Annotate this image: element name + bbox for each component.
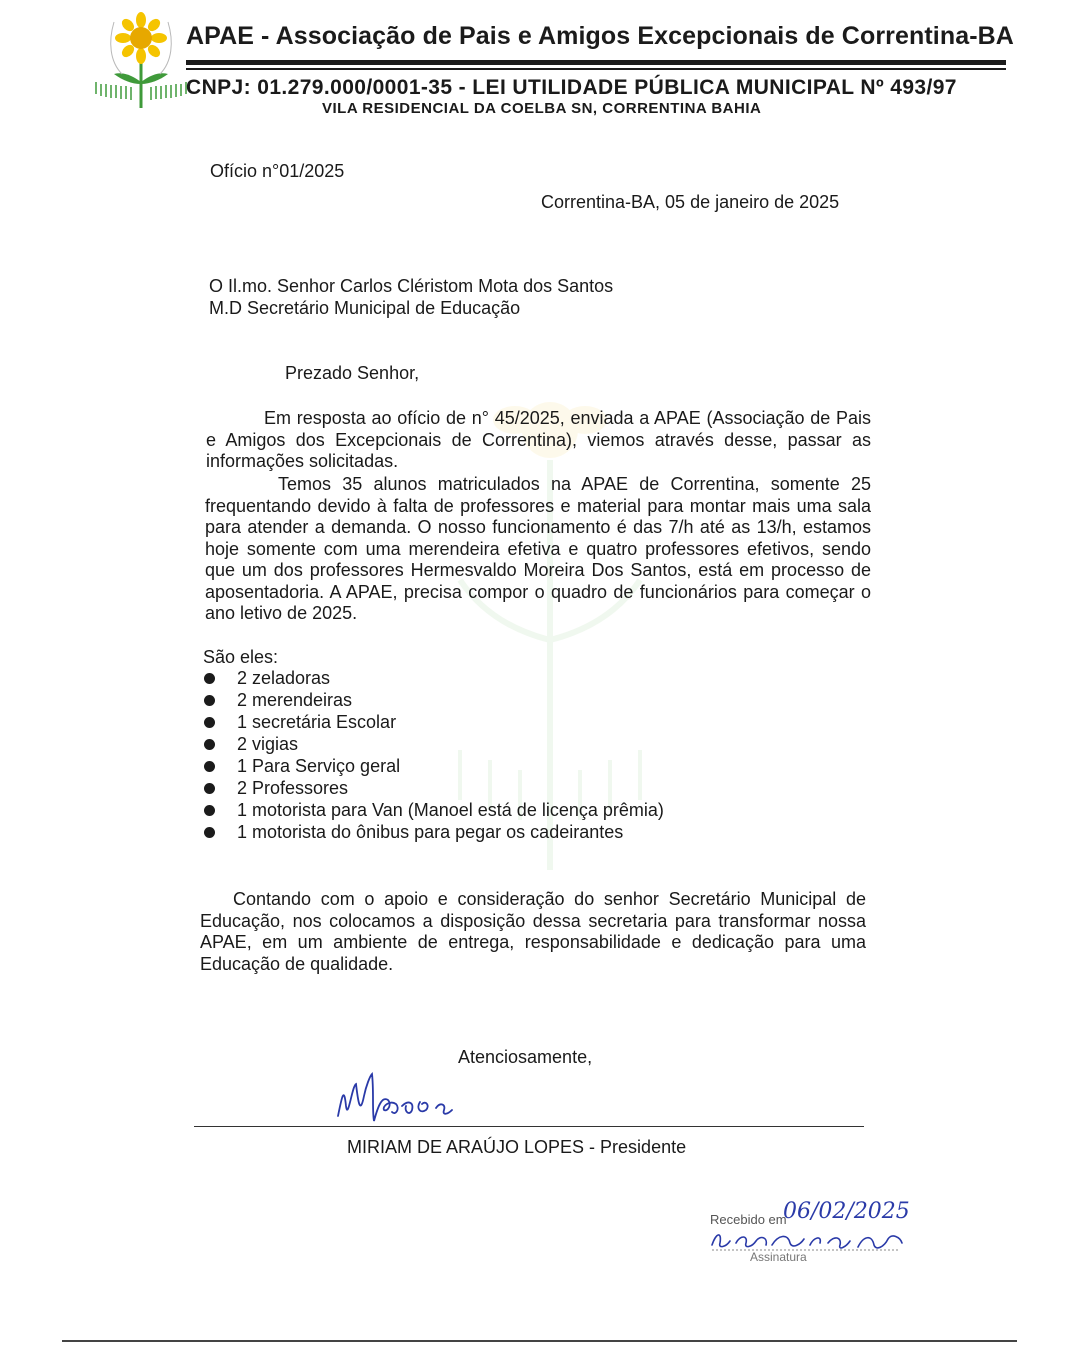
list-item: 1 motorista do ônibus para pegar os cadeirantes: [203, 821, 664, 843]
bottom-rule: [62, 1340, 1017, 1342]
salutation: Prezado Senhor,: [285, 363, 420, 383]
bullet-icon: [204, 805, 215, 816]
cnpj-line: CNPJ: 01.279.000/0001-35 - LEI UTILIDADE PÚBLICA MUNICIPAL Nº 493/97: [186, 76, 957, 99]
signatory-name: MIRIAM DE ARAÚJO LOPES - Presidente: [347, 1137, 687, 1157]
list-item: 1 secretária Escolar: [203, 711, 664, 733]
paragraph-situation: Temos 35 alunos matriculados na APAE de Correntina, somente 25 frequentando devido à falta de professores e material para montar mais uma sala para atender a demanda. O nosso funcionamento é das 7/h até as 13/h, estamos hoje somente com uma merendeira efetiva e quatro professores efetivos, sendo que um dos professores Hermesvaldo Moreira Dos Santos, está em processo de aposentadoria. A APAE, precisa compor o quadro de funcionários para começar o ano letivo de 2025.: [205, 474, 871, 623]
signature-line: [194, 1126, 864, 1127]
paragraph-response: Em resposta ao ofício de n° 45/2025, enviada a APAE (Associação de Pais e Amigos dos Excepcionais de Correntina), viemos através desse, passar as informações solicitadas.: [206, 408, 871, 471]
received-label: Recebido em: [710, 1212, 787, 1227]
bullet-icon: [204, 739, 215, 750]
recipient-title: M.D Secretário Municipal de Educação: [209, 298, 521, 318]
apae-flower-logo: [92, 12, 190, 112]
bullet-icon: [204, 783, 215, 794]
closing-greeting: Atenciosamente,: [458, 1047, 593, 1067]
bullet-icon: [204, 695, 215, 706]
letter-reference: Ofício n°01/2025: [210, 161, 345, 181]
address-line: VILA RESIDENCIAL DA COELBA SN, CORRENTINA BAHIA: [322, 100, 762, 117]
list-item: 1 motorista para Van (Manoel está de licença prêmia): [203, 799, 664, 821]
signature-label: Assinatura: [750, 1250, 807, 1264]
list-item: 2 vigias: [203, 733, 664, 755]
organization-name: APAE - Associação de Pais e Amigos Excepcionais de Correntina-BA: [186, 22, 1014, 50]
bullet-icon: [204, 673, 215, 684]
receiver-signature: [708, 1225, 908, 1253]
bullet-icon: [204, 827, 215, 838]
list-item: 2 zeladoras: [203, 667, 664, 689]
list-intro: São eles:: [203, 647, 279, 667]
bullet-icon: [204, 761, 215, 772]
list-item: 2 merendeiras: [203, 689, 664, 711]
staff-needs-list: [203, 667, 664, 843]
received-date: 06/02/2025: [783, 1199, 910, 1224]
header-rule-thick: [186, 60, 1006, 65]
recipient-name: O Il.mo. Senhor Carlos Cléristom Mota dos Santos: [209, 276, 614, 296]
list-item: 1 Para Serviço geral: [203, 755, 664, 777]
header-rule-thin: [186, 68, 1006, 70]
receipt-stamp: [700, 1195, 920, 1270]
place-date: Correntina-BA, 05 de janeiro de 2025: [541, 192, 840, 212]
bullet-icon: [204, 717, 215, 728]
list-item: 2 Professores: [203, 777, 664, 799]
paragraph-closing: Contando com o apoio e consideração do senhor Secretário Municipal de Educação, nos colocamos a disposição dessa secretaria para transformar nossa APAE, em um ambiente de entrega, responsabilidade e dedicação para uma Educação de qualidade.: [200, 889, 866, 974]
